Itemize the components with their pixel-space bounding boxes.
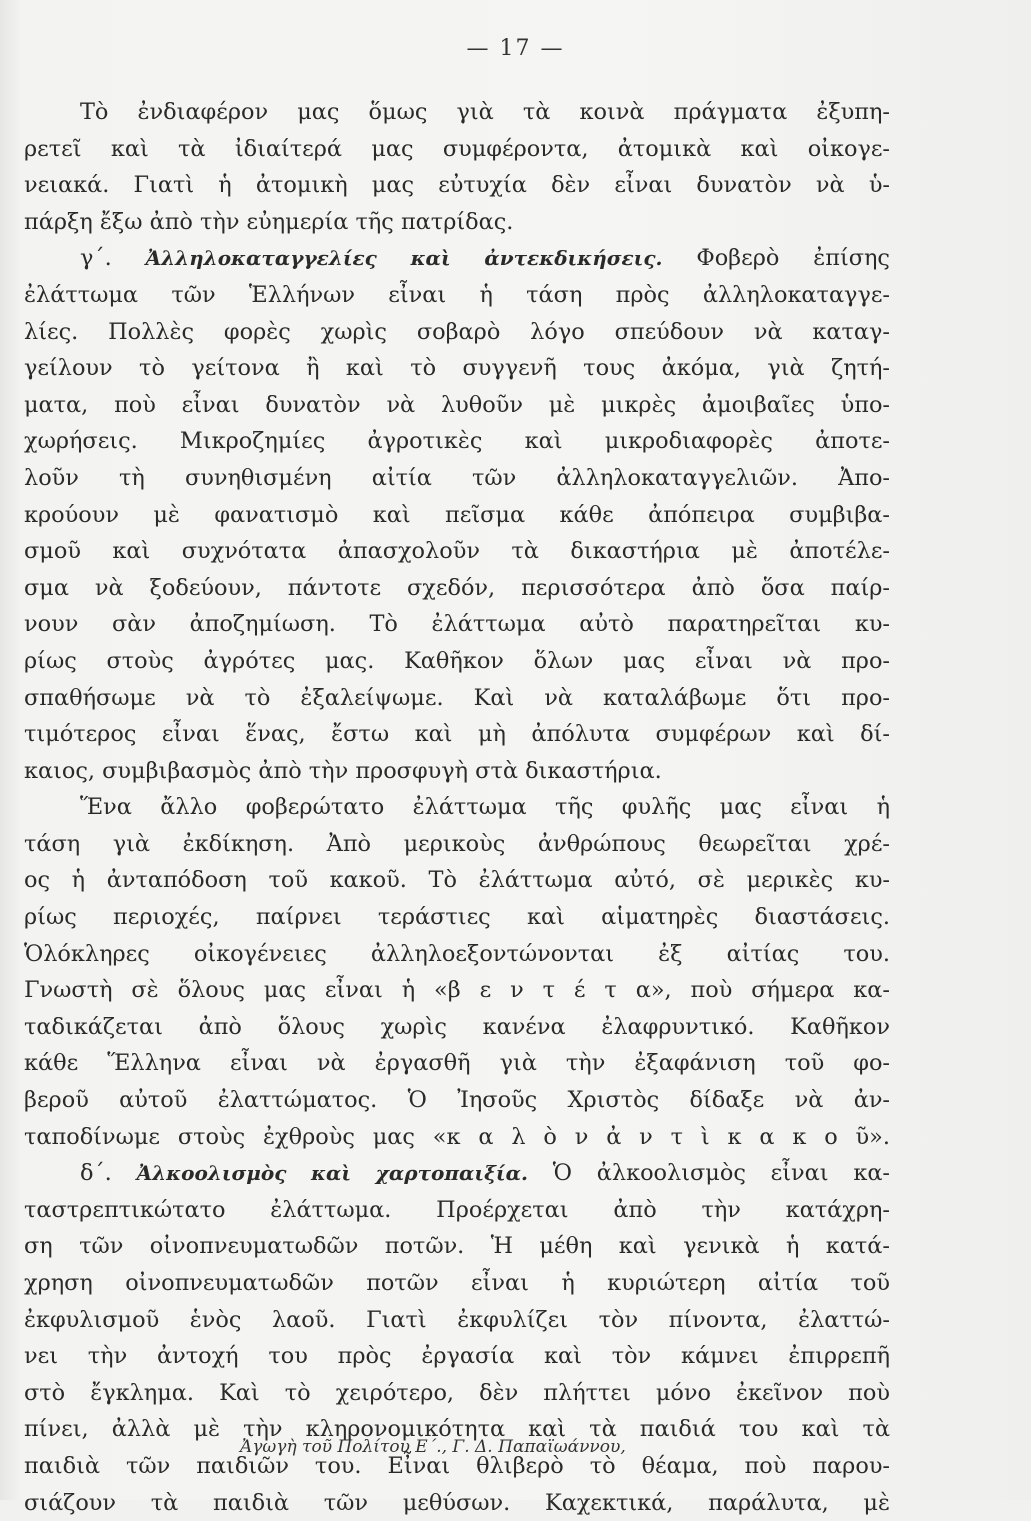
line-text: πίνει, ἀλλὰ μὲ τὴν κληρονομικότητα καὶ τὰ παιδιά του καὶ τὰ [24,1416,890,1443]
text-line [24,972,890,1009]
line-text: νουν σὰν ἀποζημίωση. Τὸ ἐλάττωμα αὐτὸ παρατηρεῖται κυ- [24,611,890,638]
line-text: τιμότερος εἶναι ἕνας, ἔστω καὶ μὴ ἀπόλυτα συμφέρων καὶ δί- [24,721,890,748]
line-text: ρίως στοὺς ἀγρότες μας. Καθῆκον ὅλων μας εἶναι νὰ προ- [24,647,890,674]
line-text: Γνωστὴ σὲ ὅλους μας εἶναι ἡ «β ε ν τ έ τ α», ποὺ σήμερα κα- [24,977,890,1004]
text-line [24,1082,890,1119]
line-text: ταποδίνωμε στοὺς ἐχθροὺς μας «κ α λ ὸ ν ἀ ν τ ὶ κ α κ ο ῦ». [24,1123,890,1150]
body-text [24,94,890,1521]
line-text: καιος, συμβιβασμὸς ἀπὸ τὴν προσφυγὴ στὰ δικαστήρια. [24,757,662,784]
text-line [24,131,890,168]
text-line [24,936,890,973]
line-text: γείλουν τὸ γείτονα ἢ καὶ τὸ συγγενῆ τους ἀκόμα, γιὰ ζητή- [24,355,890,382]
line-text: λίες. Πολλὲς φορὲς χωρὶς σοβαρὸ λόγο σπεύδουν νὰ καταγ- [24,318,890,345]
line-text: ἐλάττωμα τῶν Ἑλλήνων εἶναι ἡ τάση πρὸς ἀλληλοκαταγγε- [24,281,890,308]
text-line [24,826,890,863]
text-line [24,1338,890,1375]
text-line [24,716,890,753]
text-line [24,789,890,826]
line-text: σιάζουν τὰ παιδιὰ τῶν μεθύσων. Καχεκτικά, παράλυτα, μὲ [24,1489,890,1516]
line-text: Ἕνα ἄλλο φοβερώτατο ἐλάττωμα τῆς φυλῆς μας εἶναι ἡ [80,794,890,821]
line-text: βεροῦ αὐτοῦ ἐλαττώματος. Ὁ Ἰησοῦς Χριστὸς δίδαξε νὰ ἀν- [24,1087,890,1114]
line-text: ρετεῖ καὶ τὰ ἰδιαίτερά μας συμφέροντα, ἀτομικὰ καὶ οἰκογε- [24,135,890,162]
text-line [24,570,890,607]
text-line [24,1119,890,1156]
text-line [24,1045,890,1082]
line-text: σμα νὰ ξοδεύουν, πάντοτε σχεδόν, περισσότερα ἀπὸ ὅσα παίρ- [24,574,890,601]
line-text: Ὁ ἀλκοολισμὸς εἶναι κα- [552,1160,890,1187]
line-text: τάση γιὰ ἐκδίκηση. Ἀπὸ μερικοὺς ἀνθρώπους θεωρεῖται χρέ- [24,830,890,857]
text-line [24,387,890,424]
line-text: χρηση οἰνοπνευματωδῶν ποτῶν εἶναι ἡ κυριώτερη αἰτία τοῦ [24,1270,890,1296]
text-line [24,1009,890,1046]
text-line [24,314,890,351]
line-text: παιδιὰ τῶν παιδιῶν του. Εἶναι θλιβερὸ τὸ θέαμα, ποὺ παρου- [24,1452,890,1479]
text-line [24,899,890,936]
text-line [24,423,890,460]
line-text: Φοβερὸ ἐπίσης [696,245,890,272]
line-text: ἐκφυλισμοῦ ἑνὸς λαοῦ. Γιατὶ ἐκφυλίζει τὸν πίνοντα, ἐλαττώ- [24,1306,890,1333]
text-line [24,862,890,899]
line-text: λοῦν τὴ συνηθισμένη αἰτία τῶν ἀλληλοκαταγγελιῶν. Ἀπο- [24,464,890,491]
text-line [24,204,890,241]
section-heading: Ἀλκοολισμὸς καὶ χαρτοπαιξία. [136,1161,528,1186]
line-text: νειακά. Γιατὶ ἡ ἀτομικὴ μας εὐτυχία δὲν εἶναι δυνατὸν νὰ ὑ- [24,172,890,199]
text-line [24,533,890,570]
text-line [24,94,890,131]
line-text: ταδικάζεται ἀπὸ ὅλους χωρὶς κανένα ἐλαφρυντικό. Καθῆκον [24,1013,890,1040]
text-line [24,643,890,680]
text-line [24,1265,890,1302]
line-text: νει τὴν ἀντοχή του πρὸς ἐργασία καὶ τὸν κάμνει ἐπιρρεπῆ [24,1343,890,1370]
section-number: γ΄. [80,245,112,272]
line-text: ρίως περιοχές, παίρνει τεράστιες καὶ αἱματηρὲς διαστάσεις. [24,904,890,931]
line-text: πάρξη ἔξω ἀπὸ τὴν εὐημερία τῆς πατρίδας. [24,208,514,235]
text-line [24,680,890,717]
page-number: — 17 — [466,36,565,61]
text-line [24,460,890,497]
line-text: ση τῶν οἰνοπνευματωδῶν ποτῶν. Ἡ μέθη καὶ γενικὰ ἡ κατά- [24,1233,890,1260]
section-number: δ΄. [80,1160,112,1187]
line-text: σπαθήσωμε νὰ τὸ ἐξαλείψωμε. Καὶ νὰ καταλάβωμε ὅτι προ- [24,684,890,711]
line-text: ταστρεπτικώτατο ἐλάττωμα. Προέρχεται ἀπὸ τὴν κατάχρη- [24,1196,890,1223]
text-line [24,606,890,643]
line-text: χωρήσεις. Μικροζημίες ἀγροτικὲς καὶ μικροδιαφορὲς ἀποτε- [24,428,890,455]
text-line [24,1302,890,1339]
line-text: Ὁλόκληρες οἰκογένειες ἀλληλοεξοντώνονται ἐξ αἰτίας του. [24,940,890,967]
footnote: Ἀγωγὴ τοῦ Πολίτου Ε΄., Γ. Δ. Παπαϊωάννου, [240,1437,626,1457]
text-line [24,1192,890,1229]
line-text: σμοῦ καὶ συχνότατα ἀπασχολοῦν τὰ δικαστήρια μὲ ἀποτέλε- [24,538,890,565]
text-line [24,1228,890,1265]
line-text: στὸ ἔγκλημα. Καὶ τὸ χειρότερο, δὲν πλήττει μόνο ἐκεῖνον ποὺ [24,1379,890,1406]
text-line [24,167,890,204]
text-line [24,753,890,790]
line-text: Τὸ ἐνδιαφέρον μας ὅμως γιὰ τὰ κοινὰ πράγματα ἐξυπη- [80,99,890,125]
line-text: κρούουν μὲ φανατισμὸ καὶ πεῖσμα κάθε ἀπόπειρα συμβιβα- [24,501,890,528]
text-line [24,1155,890,1192]
text-line [24,350,890,387]
line-text: κάθε Ἕλληνα εἶναι νὰ ἐργασθῆ γιὰ τὴν ἐξαφάνιση τοῦ φο- [24,1050,890,1077]
line-text: ματα, ποὺ εἶναι δυνατὸν νὰ λυθοῦν μὲ μικρὲς ἀμοιβαῖες ὑπο- [24,391,890,418]
line-text: ος ἡ ἀνταπόδοση τοῦ κακοῦ. Τὸ ἐλάττωμα αὐτό, σὲ μερικὲς κυ- [24,867,890,894]
text-line [24,277,890,314]
text-line [24,1375,890,1412]
section-heading: Ἀλληλοκαταγγελίες καὶ ἀντεκδικήσεις. [145,246,663,271]
text-line [24,1485,890,1521]
text-line [24,497,890,534]
text-line [24,240,890,277]
